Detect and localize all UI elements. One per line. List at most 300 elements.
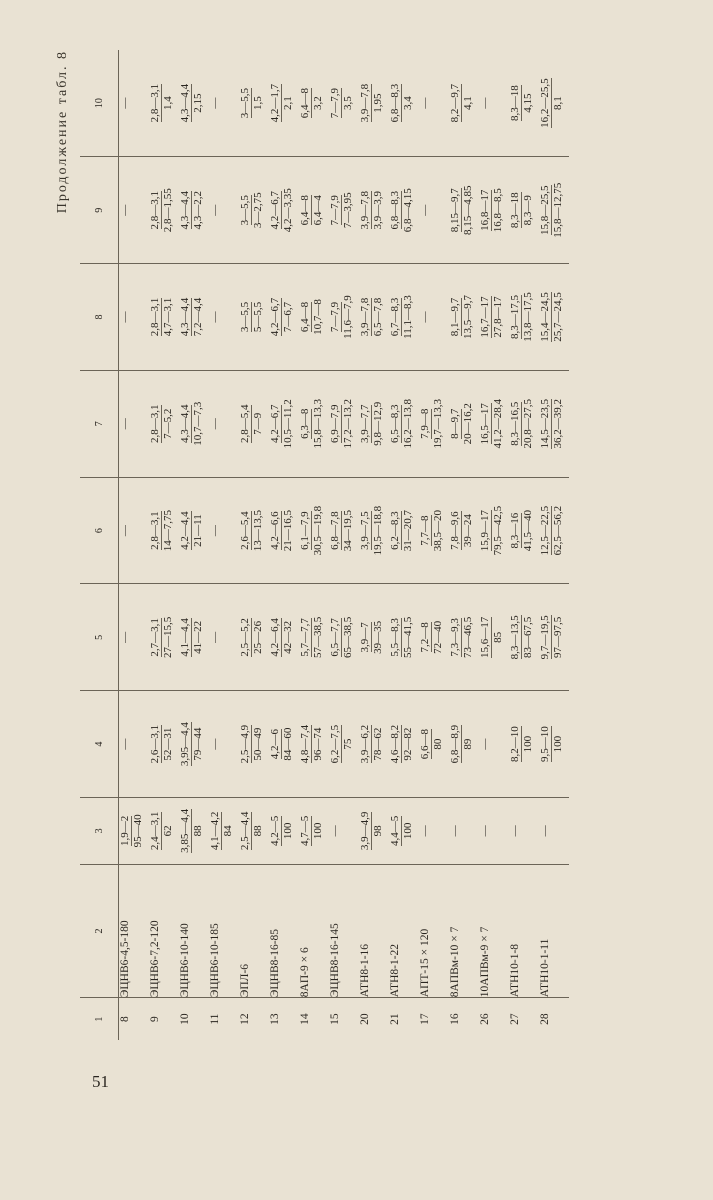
value-cell (329, 691, 359, 798)
cell-value: 84 (222, 825, 234, 837)
cell-value: 2,15 (192, 93, 204, 113)
cell-value: 3,85—4,4 (179, 808, 191, 853)
cell-value: 4,7—5 (299, 815, 311, 847)
table-row (269, 50, 299, 1040)
table-row (329, 50, 359, 1040)
value-cell (149, 477, 179, 584)
value-cell (449, 798, 479, 865)
value-cell (209, 264, 239, 371)
value-cell (209, 50, 239, 157)
pump-model: АПТ-15 × 120 (419, 864, 449, 997)
value-cell (479, 50, 509, 157)
cell-value: 88 (192, 825, 204, 837)
cell-value: 3,9—4,9 (359, 811, 371, 851)
value-cell (539, 50, 569, 157)
cell-value: 100 (402, 822, 414, 840)
cell-value: 4,2—5 (269, 815, 281, 847)
cell-value: 80 (432, 738, 444, 750)
cell-value: 20,8—27,5 (522, 399, 534, 449)
row-number: 10 (179, 998, 209, 1040)
row-number: 8 (119, 998, 150, 1040)
row-number: 16 (449, 998, 479, 1040)
value-cell (419, 264, 449, 371)
cell-value: 6,8—8,9 (449, 724, 461, 764)
value-cell (149, 798, 179, 865)
value-cell (149, 264, 179, 371)
cell-value: 4,4—5 (389, 815, 401, 847)
table-row (479, 50, 509, 1040)
cell-value: 15,9—17 (479, 509, 491, 552)
value-cell (119, 50, 150, 157)
value-cell (119, 370, 150, 477)
cell-value: — (209, 204, 221, 216)
cell-value: 2,5—4,4 (239, 811, 251, 851)
cell-value: 21—16,5 (282, 509, 294, 552)
value-cell (479, 157, 509, 264)
cell-value: 95—40 (132, 814, 144, 848)
cell-value: 79,5—42,5 (492, 505, 504, 556)
value-cell (509, 264, 539, 371)
cell-value: 4,2—6 (269, 729, 281, 760)
value-cell (359, 477, 389, 584)
value-cell (299, 798, 329, 865)
value-cell (449, 477, 479, 584)
cell-value: 8,3—18 (509, 85, 521, 122)
cell-value: — (209, 311, 221, 323)
value-cell (539, 157, 569, 264)
cell-value: 3,5 (342, 96, 354, 111)
cell-value: 85 (492, 631, 504, 643)
rotated-table-block (52, 50, 622, 1040)
value-cell (119, 798, 150, 865)
value-cell (299, 691, 329, 798)
cell-value: 13—13,5 (252, 509, 264, 552)
column-header: 3 (80, 798, 119, 865)
cell-value: 2,8—1,55 (162, 188, 174, 233)
value-cell (509, 370, 539, 477)
value-cell (449, 370, 479, 477)
cell-value: 97—97,5 (552, 616, 564, 658)
cell-value: — (539, 825, 551, 837)
cell-value: 1,95 (372, 93, 384, 113)
value-cell (179, 584, 209, 691)
cell-value: 10,7—7,3 (192, 401, 204, 446)
cell-value: 3,95—4,4 (179, 722, 191, 767)
cell-value: — (509, 825, 521, 837)
cell-value: 2,7—3,1 (149, 618, 161, 657)
value-cell (329, 264, 359, 371)
value-cell (419, 50, 449, 157)
table-row (209, 50, 239, 1040)
cell-value: — (119, 311, 131, 323)
cell-value: 2,5—4,9 (239, 724, 251, 764)
cell-value: 8,3—9 (522, 195, 534, 226)
cell-value: 7—9 (252, 412, 264, 435)
value-cell (179, 157, 209, 264)
value-cell (119, 584, 150, 691)
value-cell (299, 370, 329, 477)
value-cell (359, 370, 389, 477)
value-cell (299, 477, 329, 584)
cell-value: — (119, 204, 131, 216)
value-cell (449, 691, 479, 798)
cell-value: 27,8—17 (492, 296, 504, 338)
cell-value: 19,5—18,8 (372, 505, 384, 556)
value-cell (329, 477, 359, 584)
cell-value: 16,8—17 (479, 189, 491, 231)
row-number: 27 (509, 998, 539, 1040)
value-cell (329, 584, 359, 691)
cell-value: 4,3—4,4 (179, 404, 191, 444)
row-number: 11 (209, 998, 239, 1040)
table-row (239, 50, 269, 1040)
table-row (419, 50, 449, 1040)
value-cell (479, 370, 509, 477)
table-row (449, 50, 479, 1040)
cell-value: 6,4—4 (312, 195, 324, 226)
cell-value: 3,9—6,2 (359, 724, 371, 764)
column-header: 4 (80, 691, 119, 798)
cell-value: 34—19,5 (342, 509, 354, 552)
cell-value: 6,5—7,8 (372, 297, 384, 337)
cell-value: 8,2—10 (509, 726, 521, 763)
cell-value: 25,7—24,5 (552, 292, 564, 342)
value-cell (389, 477, 419, 584)
value-cell (419, 798, 449, 865)
value-cell (359, 157, 389, 264)
value-cell (449, 50, 479, 157)
cell-value: 38,5—20 (432, 509, 444, 552)
cell-value: 6,3—8 (299, 408, 311, 439)
header-row (80, 50, 119, 1040)
cell-value: 3,9—7,8 (359, 190, 371, 230)
cell-value: 8,15—4,85 (462, 185, 474, 235)
cell-value: 62 (162, 825, 174, 837)
cell-value: — (209, 525, 221, 537)
cell-value: 39—35 (372, 620, 384, 654)
cell-value: 2,8—3,1 (149, 511, 161, 550)
cell-value: 79—44 (192, 727, 204, 761)
table-row (179, 50, 209, 1040)
value-cell (209, 477, 239, 584)
value-cell (389, 584, 419, 691)
value-cell (539, 798, 569, 865)
cell-value: 4,2—4,4 (179, 511, 191, 550)
cell-value: 4,3—4,4 (179, 297, 191, 337)
pump-model: ЭЦНВ8-16-85 (269, 864, 299, 997)
cell-value: — (119, 631, 131, 643)
cell-value: 100 (552, 735, 564, 753)
cell-value: 4,3—4,4 (179, 83, 191, 123)
value-cell (539, 691, 569, 798)
column-header: 2 (80, 864, 119, 997)
cell-value: 6,5—7,7 (329, 618, 341, 657)
cell-value: 83—67,5 (522, 616, 534, 658)
value-cell (539, 264, 569, 371)
cell-value: 3—5,5 (239, 195, 251, 226)
cell-value: 2,1 (282, 96, 294, 111)
cell-value: 6,9—7,9 (329, 404, 341, 444)
value-cell (269, 157, 299, 264)
cell-value: 65—38,5 (342, 616, 354, 658)
cell-value: 73—46,5 (462, 616, 474, 658)
pump-model: 10АПВм-9 × 7 (479, 864, 509, 997)
value-cell (359, 264, 389, 371)
cell-value: 9,8—12,9 (372, 401, 384, 446)
cell-value: — (479, 738, 491, 750)
cell-value: 31—20,7 (402, 509, 414, 552)
cell-value: 6,8—8,3 (389, 190, 401, 230)
cell-value: 25—26 (252, 620, 264, 654)
cell-value: — (419, 97, 431, 109)
column-header: 8 (80, 264, 119, 371)
cell-value: 1,9—2 (119, 815, 131, 847)
value-cell (269, 370, 299, 477)
value-cell (149, 50, 179, 157)
row-number: 12 (239, 998, 269, 1040)
value-cell (179, 798, 209, 865)
value-cell (119, 264, 150, 371)
cell-value: 17,2—13,2 (342, 399, 354, 449)
cell-value: 3—2,75 (252, 192, 264, 229)
value-cell (419, 370, 449, 477)
value-cell (419, 584, 449, 691)
cell-value: 3—5,5 (239, 301, 251, 333)
cell-value: 100 (522, 735, 534, 753)
column-header: 9 (80, 157, 119, 264)
cell-value: — (119, 418, 131, 430)
value-cell (179, 50, 209, 157)
cell-value: — (209, 97, 221, 109)
cell-value: 41,2—28,4 (492, 399, 504, 449)
value-cell (419, 157, 449, 264)
cell-value: 15,8—12,75 (552, 182, 564, 238)
cell-value: 8,3—17,5 (509, 295, 521, 340)
cell-value: 30,5—19,8 (312, 505, 324, 556)
value-cell (209, 798, 239, 865)
cell-value: 78—62 (372, 727, 384, 761)
cell-value: 8,3—18 (509, 192, 521, 229)
row-number: 13 (269, 998, 299, 1040)
cell-value: 36,2—39,2 (552, 399, 564, 449)
cell-value: 100 (282, 822, 294, 840)
cell-value: 6,6—8 (419, 729, 431, 760)
cell-value: 8,15—9,7 (449, 188, 461, 233)
cell-value: — (419, 204, 431, 216)
value-cell (269, 477, 299, 584)
value-cell (539, 370, 569, 477)
row-number: 17 (419, 998, 449, 1040)
table-row (149, 50, 179, 1040)
cell-value: 15,6—17 (479, 616, 491, 658)
value-cell (209, 691, 239, 798)
cell-value: — (209, 631, 221, 643)
value-cell (509, 157, 539, 264)
cell-value: 16,8—8,5 (492, 188, 504, 233)
cell-value: 8,3—16,5 (509, 401, 521, 446)
value-cell (269, 691, 299, 798)
value-cell (389, 264, 419, 371)
cell-value: — (449, 825, 461, 837)
cell-value: 11,6—7,9 (342, 295, 354, 339)
cell-value: 98 (372, 825, 384, 837)
cell-value: 7,2—8 (419, 622, 431, 653)
cell-value: 6,7—8,3 (389, 297, 401, 337)
value-cell (269, 584, 299, 691)
value-cell (419, 477, 449, 584)
cell-value: 4,6—8,2 (389, 724, 401, 764)
row-number: 26 (479, 998, 509, 1040)
cell-value: 19,7—13,3 (432, 399, 444, 449)
cell-value: 27—15,5 (162, 616, 174, 658)
data-table (80, 50, 569, 1040)
cell-value: — (419, 311, 431, 323)
cell-value: 1,5 (252, 96, 264, 111)
value-cell (239, 264, 269, 371)
cell-value: 5,5—8,3 (389, 618, 401, 657)
cell-value: 9,5—10 (539, 726, 551, 763)
value-cell (389, 691, 419, 798)
cell-value: 6,4—8 (299, 88, 311, 119)
pump-model: ЭПЛ-6 (239, 864, 269, 997)
cell-value: 4,1 (462, 96, 474, 111)
pump-model: ЭЦНВ6-4,5-180 (119, 864, 150, 997)
cell-value: 14,5—23,5 (539, 399, 551, 449)
cell-value: 7—3,95 (342, 192, 354, 229)
table-row (359, 50, 389, 1040)
cell-value: 4,1—4,2 (209, 811, 221, 851)
table-caption: Продолжение табл. 8 (55, 50, 70, 214)
value-cell (299, 157, 329, 264)
pump-model: АТН8-1-16 (359, 864, 389, 997)
column-header: 10 (80, 50, 119, 157)
row-number: 15 (329, 998, 359, 1040)
value-cell (479, 691, 509, 798)
value-cell (299, 264, 329, 371)
value-cell (329, 50, 359, 157)
pump-model: АТН10-1-8 (509, 864, 539, 997)
value-cell (269, 798, 299, 865)
cell-value: 7,9—8 (419, 408, 431, 439)
cell-value: 4,8—7,4 (299, 724, 311, 764)
value-cell (329, 798, 359, 865)
cell-value: 8,1—9,7 (449, 297, 461, 337)
cell-value: 2,8—3,1 (149, 297, 161, 337)
value-cell (539, 584, 569, 691)
value-cell (119, 477, 150, 584)
cell-value: 4,2—6,7 (269, 190, 281, 230)
cell-value: 7,2—4,4 (192, 297, 204, 337)
pump-model: ЭЦНВ6-10-185 (209, 864, 239, 997)
value-cell (389, 157, 419, 264)
cell-value: — (479, 825, 491, 837)
cell-value: 8—9,7 (449, 408, 461, 439)
value-cell (359, 691, 389, 798)
cell-value: 7—5,2 (162, 408, 174, 439)
value-cell (509, 477, 539, 584)
cell-value: 8,1 (552, 96, 564, 111)
value-cell (359, 50, 389, 157)
cell-value: 62,5—56,2 (552, 505, 564, 556)
value-cell (419, 691, 449, 798)
cell-value: 3,9—3,9 (372, 190, 384, 230)
cell-value: 7,8—9,6 (449, 511, 461, 550)
value-cell (179, 370, 209, 477)
value-cell (479, 798, 509, 865)
cell-value: 4,15 (522, 93, 534, 113)
cell-value: 12,5—22,5 (539, 505, 551, 556)
table-row (299, 50, 329, 1040)
cell-value: 13,8—17,5 (522, 292, 534, 342)
cell-value: 2,6—3,1 (149, 724, 161, 764)
value-cell (239, 370, 269, 477)
row-number: 14 (299, 998, 329, 1040)
cell-value: 7—6,7 (282, 301, 294, 333)
cell-value: 4,2—6,7 (269, 404, 281, 444)
cell-value: 4,2—6,4 (269, 618, 281, 657)
value-cell (389, 798, 419, 865)
cell-value: — (419, 825, 431, 837)
table-row (389, 50, 419, 1040)
cell-value: 96—74 (312, 727, 324, 761)
value-cell (329, 157, 359, 264)
cell-value: 4,7—3,1 (162, 297, 174, 337)
value-cell (449, 264, 479, 371)
cell-value: 42—32 (282, 620, 294, 654)
pump-model: АТН10-1-11 (539, 864, 569, 997)
pump-model: ЭЦНВ6-10-140 (179, 864, 209, 997)
value-cell (539, 477, 569, 584)
cell-value: 84—60 (282, 727, 294, 761)
value-cell (299, 584, 329, 691)
cell-value: 7—7,9 (329, 88, 341, 119)
cell-value: 6,8—7,8 (329, 511, 341, 550)
cell-value: 4,1—4,4 (179, 618, 191, 657)
value-cell (149, 370, 179, 477)
cell-value: — (329, 825, 341, 837)
pump-model: АТН8-1-22 (389, 864, 419, 997)
cell-value: 4,3—2,2 (192, 190, 204, 230)
cell-value: 3,9—7 (359, 622, 371, 653)
column-header: 1 (80, 998, 119, 1040)
value-cell (479, 477, 509, 584)
cell-value: 3,9—7,8 (359, 297, 371, 337)
cell-value: 6,8—8,3 (389, 83, 401, 123)
value-cell (509, 50, 539, 157)
page-number: 51 (92, 1072, 109, 1091)
cell-value: 16,2—25,5 (539, 78, 551, 128)
value-cell (179, 264, 209, 371)
cell-value: 5—5,5 (252, 301, 264, 333)
column-header: 7 (80, 370, 119, 477)
value-cell (179, 691, 209, 798)
cell-value: 3,4 (402, 96, 414, 111)
cell-value: 8,3—16 (509, 512, 521, 549)
cell-value: 3,9—7,8 (359, 83, 371, 123)
cell-value: 100 (312, 822, 324, 840)
cell-value: 1,4 (162, 96, 174, 111)
table-row (509, 50, 539, 1040)
cell-value: 3,9—7,5 (359, 511, 371, 550)
cell-value: 2,4—3,1 (149, 811, 161, 851)
cell-value: 4,2—6,6 (269, 511, 281, 550)
cell-value: 16,2—13,8 (402, 399, 414, 449)
cell-value: 6,8—4,15 (402, 188, 414, 233)
cell-value: 7,3—9,3 (449, 618, 461, 657)
cell-value: 41—22 (192, 620, 204, 654)
value-cell (359, 798, 389, 865)
value-cell (509, 691, 539, 798)
